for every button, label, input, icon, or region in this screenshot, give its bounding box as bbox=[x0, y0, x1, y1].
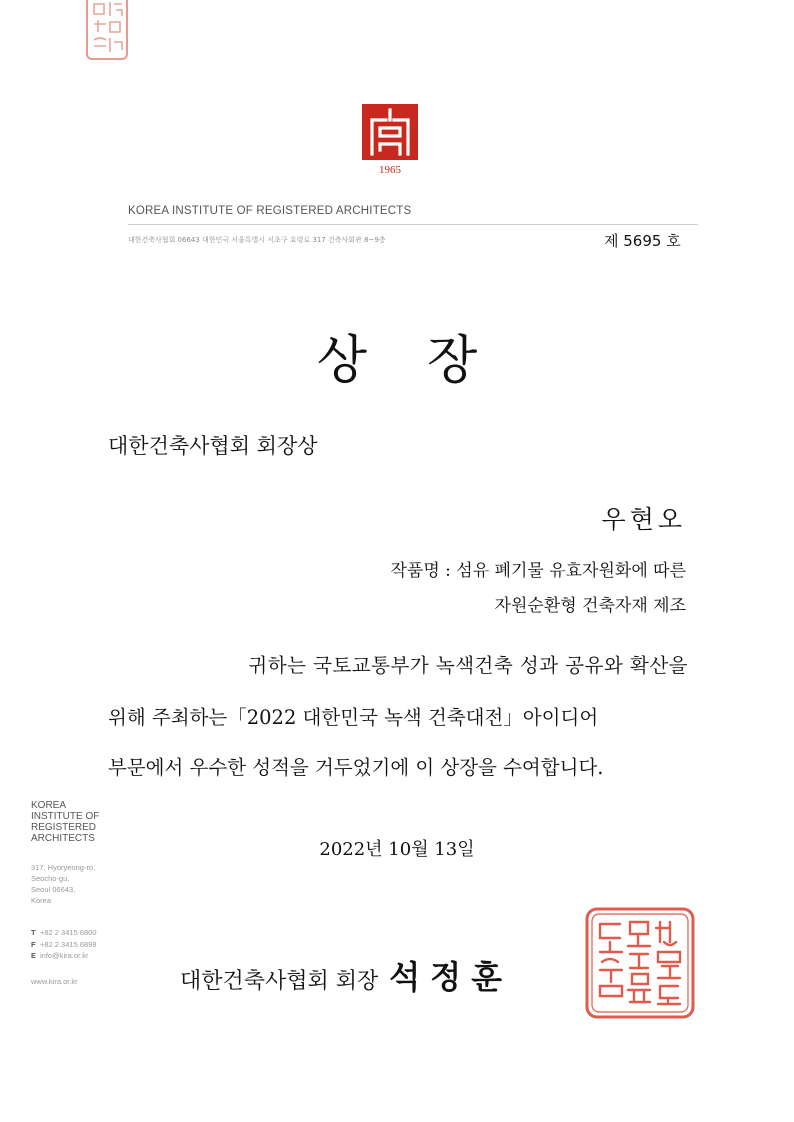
sidebar-contact bbox=[31, 927, 97, 962]
header-divider bbox=[128, 224, 698, 225]
top-seal-stamp bbox=[86, 0, 128, 60]
work-title-line-2: 자원순환형 건축자재 제조 bbox=[494, 596, 686, 616]
citation-line-3: 부문에서 우수한 성적을 거두었기에 이 상장을 수여합니다. bbox=[108, 756, 604, 779]
sidebar-email: E info@kira.or.kr bbox=[31, 951, 89, 960]
sidebar-addr-line: Korea bbox=[31, 896, 52, 905]
sidebar-org-line: INSTITUTE OF bbox=[31, 811, 100, 822]
signer-name: 석정훈 bbox=[389, 958, 513, 996]
sidebar-org-name bbox=[31, 800, 99, 844]
citation-line-2: 위해 주최하는「2022 대한민국 녹색 건축대전」아이디어 bbox=[108, 706, 599, 729]
org-name-en: KOREA INSTITUTE OF REGISTERED ARCHITECTS bbox=[128, 205, 412, 217]
award-date: 2022년 10월 13일 bbox=[319, 839, 475, 860]
logo-year: 1965 bbox=[379, 164, 401, 176]
sidebar-addr-line: 317, Hyoryeong-ro, bbox=[31, 863, 96, 872]
award-name: 대한건축사협회 회장상 bbox=[108, 434, 318, 458]
kira-logo-icon bbox=[362, 104, 418, 160]
recipient-name: 우현오 bbox=[601, 505, 686, 534]
sidebar-org-line: ARCHITECTS bbox=[31, 833, 95, 844]
sidebar-org-line: REGISTERED bbox=[31, 822, 97, 833]
official-seal-stamp bbox=[584, 906, 696, 1020]
sidebar-tel: T +82 2 3415 6800 bbox=[31, 928, 97, 937]
certificate-title: 상장 bbox=[316, 331, 538, 391]
sidebar-addr-line: Seoul 06643, bbox=[31, 885, 76, 894]
sidebar-addr-line: Seocho-gu, bbox=[31, 874, 70, 883]
citation-line-1: 귀하는 국토교통부가 녹색건축 성과 공유와 확산을 bbox=[248, 654, 688, 677]
sidebar-address bbox=[31, 862, 95, 906]
work-title-line-1: 작품명 : 섬유 폐기물 유효자원화에 따른 bbox=[390, 561, 686, 581]
sidebar-org-line: KOREA bbox=[31, 800, 67, 811]
sidebar-fax: F +82 2 3415 6898 bbox=[31, 939, 97, 949]
signer-block bbox=[180, 952, 512, 998]
sidebar-website: www.kira.or.kr bbox=[31, 977, 78, 986]
org-address: 대한건축사협회 06643 대한민국 서울특별시 서초구 효령로 317 건축사회관 8~9층 bbox=[128, 236, 386, 244]
certificate-number: 제 5695 호 bbox=[604, 232, 681, 250]
signer-title: 대한건축사협회 회장 bbox=[180, 969, 379, 994]
